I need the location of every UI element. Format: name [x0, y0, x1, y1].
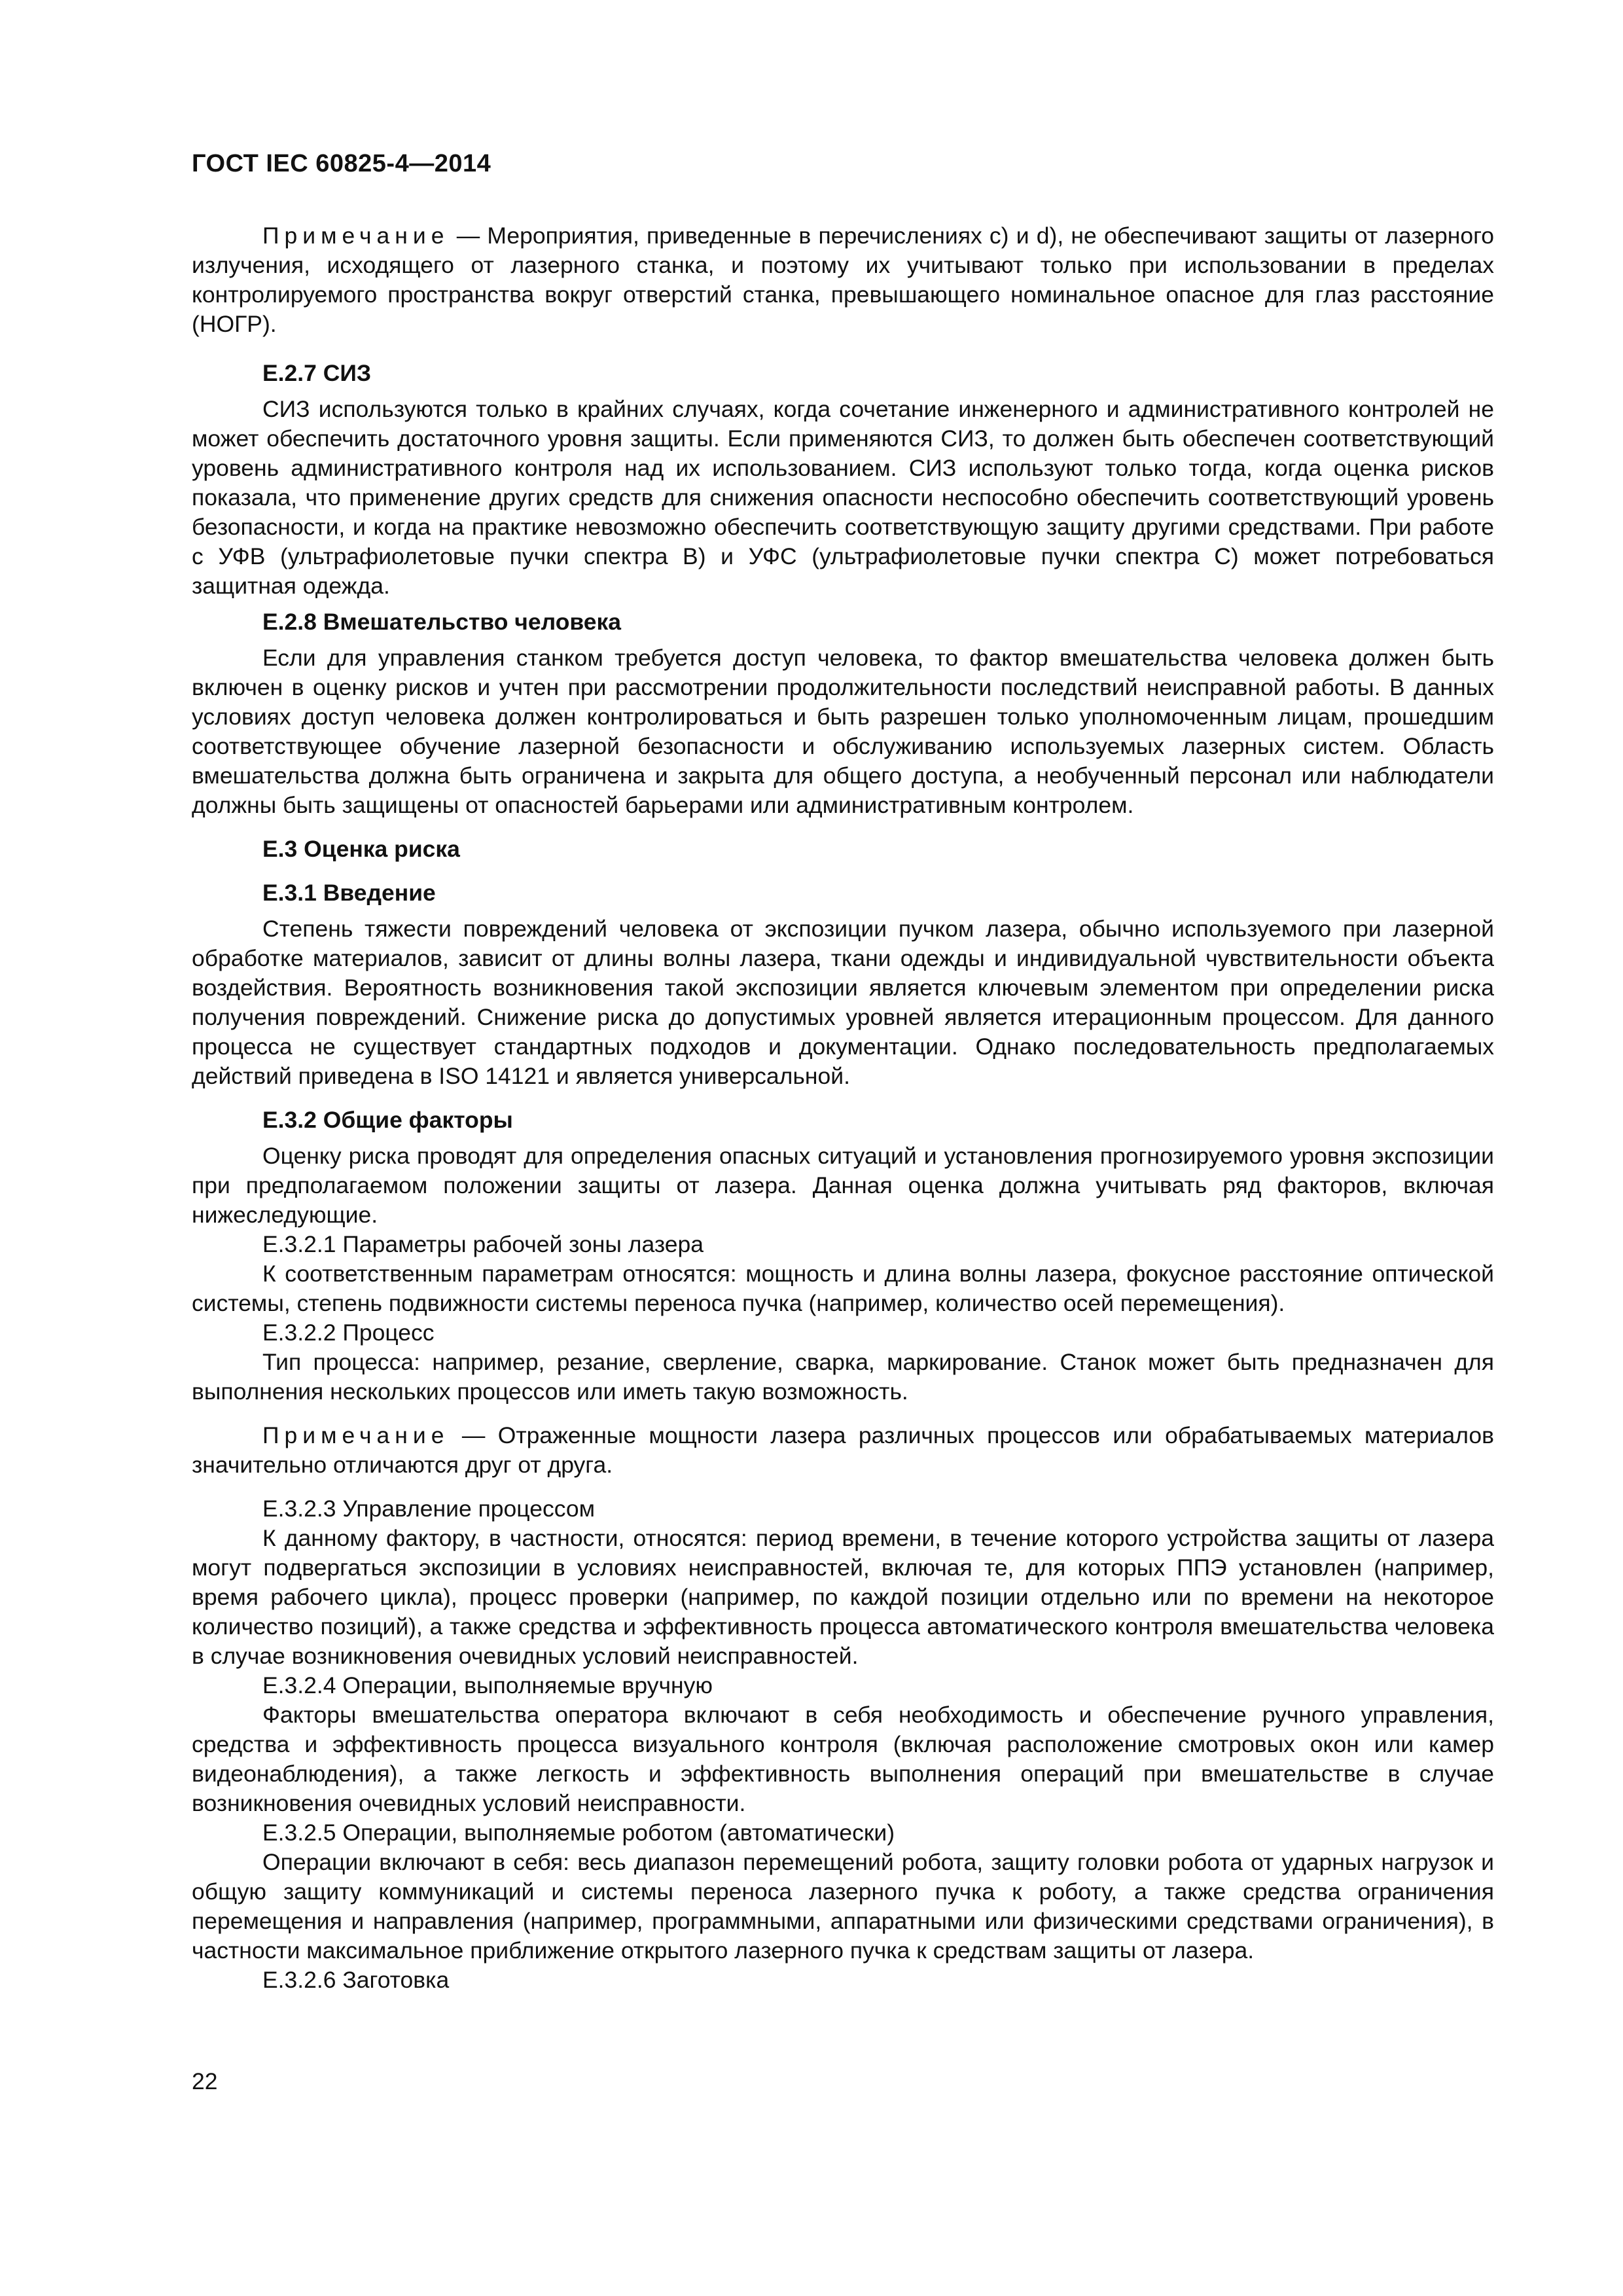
subsection-text-e321: К соответственным параметрам относятся: мощность и длина волны лазера, фокусное расстояние оптической системы, степень подвижности системы переноса пучка (например, количество осей перемещения).: [192, 1261, 1494, 1316]
subsection-text-e325: Операции включают в себя: весь диапазон перемещений робота, защиту головки робота от ударных нагрузок и общую защиту коммуникаций и системы переноса лазерного пучка к роботу, а также средства ограничения перемещения и направления (например, программными, аппаратными или физическими средствами ограничения), в частности максимальное приближение открытого лазерного пучка к средствам защиты от лазера.: [192, 1849, 1494, 1964]
subsection-heading-e321: Е.3.2.1 Параметры рабочей зоны лазера: [262, 1231, 704, 1257]
subsection-heading-e324: Е.3.2.4 Операции, выполняемые вручную: [262, 1672, 713, 1698]
section-heading-e3: Е.3 Оценка риска: [262, 836, 460, 862]
section-heading-e27: Е.2.7 СИЗ: [262, 360, 372, 386]
section-text-e27: СИЗ используются только в крайних случаях, когда сочетание инженерного и административного контролей не может обеспечить достаточного уровня защиты. Если применяются СИЗ, то должен быть обеспечен соответствующий уровень административного контроля над их использованием. СИЗ используют только тогда, когда оценка рисков показала, что применение других средств для снижения опасности неспособно обеспечить соответствующий уровень безопасности, и когда на практике невозможно обеспечить соответствующую защиту другими средствами. При работе с УФВ (ультрафиолетовые пучки спектра В) и УФС (ультрафиолетовые пучки спектра С) может потребоваться защитная одежда.: [192, 396, 1494, 599]
note-label: Примечание: [262, 1422, 450, 1448]
section-heading-e28: Е.2.8 Вмешательство человека: [262, 609, 621, 635]
note-text: — Отраженные мощности лазера различных процессов или обрабатываемых материалов значительно отличаются друг от друга.: [192, 1422, 1494, 1478]
page-number: 22: [192, 2068, 218, 2094]
note-paragraph: [192, 1421, 1494, 1480]
section-text-e32: Оценку риска проводят для определения опасных ситуаций и установления прогнозируемого уровня экспозиции при предполагаемом положении защиты от лазера. Данная оценка должна учитывать ряд факторов, включая нижеследующие.: [192, 1143, 1494, 1228]
note-text: — Мероприятия, приведенные в перечислениях c) и d), не обеспечивают защиты от лазерного излучения, исходящего от лазерного станка, и поэтому их учитывают только при использовании в пределах контролируемого пространства вокруг отверстий станка, превышающего номинальное опасное для глаз расстояние (НОГР).: [192, 223, 1494, 337]
section-text-e31: Степень тяжести повреждений человека от экспозиции пучком лазера, обычно используемого при лазерной обработке материалов, зависит от длины волны лазера, ткани одежды и индивидуальной чувствительности объекта воздействия. Вероятность возникновения такой экспозиции является ключевым элементом при определении риска получения повреждений. Снижение риска до допустимых уровней является итерационным процессом. Для данного процесса не существует стандартных подходов и документации. Однако последовательность предполагаемых действий приведена в ISO 14121 и является универсальной.: [192, 916, 1494, 1089]
document-body: [192, 221, 1494, 1995]
section-heading-e32: Е.3.2 Общие факторы: [262, 1107, 513, 1133]
standard-designation: ГОСТ IEC 60825-4—2014: [192, 150, 491, 177]
subsection-text-e324: Факторы вмешательства оператора включают в себя необходимость и обеспечение ручного управления, средства и эффективность процесса визуального контроля (включая расположение смотровых окон или камер видеонаблюдения), а также легкость и эффективность выполнения операций при вмешательстве в случае возникновения очевидных условий неисправности.: [192, 1702, 1494, 1816]
subsection-heading-e326: Е.3.2.6 Заготовка: [262, 1967, 450, 1993]
section-heading-e31: Е.3.1 Введение: [262, 880, 436, 906]
subsection-heading-e322: Е.3.2.2 Процесс: [262, 1319, 435, 1346]
subsection-text-e323: К данному фактору, в частности, относятся: период времени, в течение которого устройства защиты от лазера могут подвергаться экспозиции в условиях неисправностей, включая те, для которых ППЭ установлен (например, время рабочего цикла), процесс проверки (например, по каждой позиции отдельно или по времени на некоторое количество позиций), а также средства и эффективность процесса автоматического контроля вмешательства человека в случае возникновения очевидных условий неисправностей.: [192, 1525, 1494, 1669]
section-text-e28: Если для управления станком требуется доступ человека, то фактор вмешательства человека должен быть включен в оценку рисков и учтен при рассмотрении продолжительности последствий неисправной работы. В данных условиях доступ человека должен контролироваться и быть разрешен только уполномоченным лицам, прошедшим соответствующее обучение лазерной безопасности и обслуживанию используемых лазерных систем. Область вмешательства должна быть ограничена и закрыта для общего доступа, а необученный персонал или наблюдатели должны быть защищены от опасностей барьерами или административным контролем.: [192, 645, 1494, 818]
note-label: Примечание: [262, 223, 450, 249]
subsection-text-e322: Тип процесса: например, резание, сверление, сварка, маркирование. Станок может быть предназначен для выполнения нескольких процессов или иметь такую возможность.: [192, 1349, 1494, 1405]
note-paragraph: [192, 221, 1494, 339]
subsection-heading-e323: Е.3.2.3 Управление процессом: [262, 1496, 596, 1522]
subsection-heading-e325: Е.3.2.5 Операции, выполняемые роботом (автоматически): [262, 1820, 895, 1846]
